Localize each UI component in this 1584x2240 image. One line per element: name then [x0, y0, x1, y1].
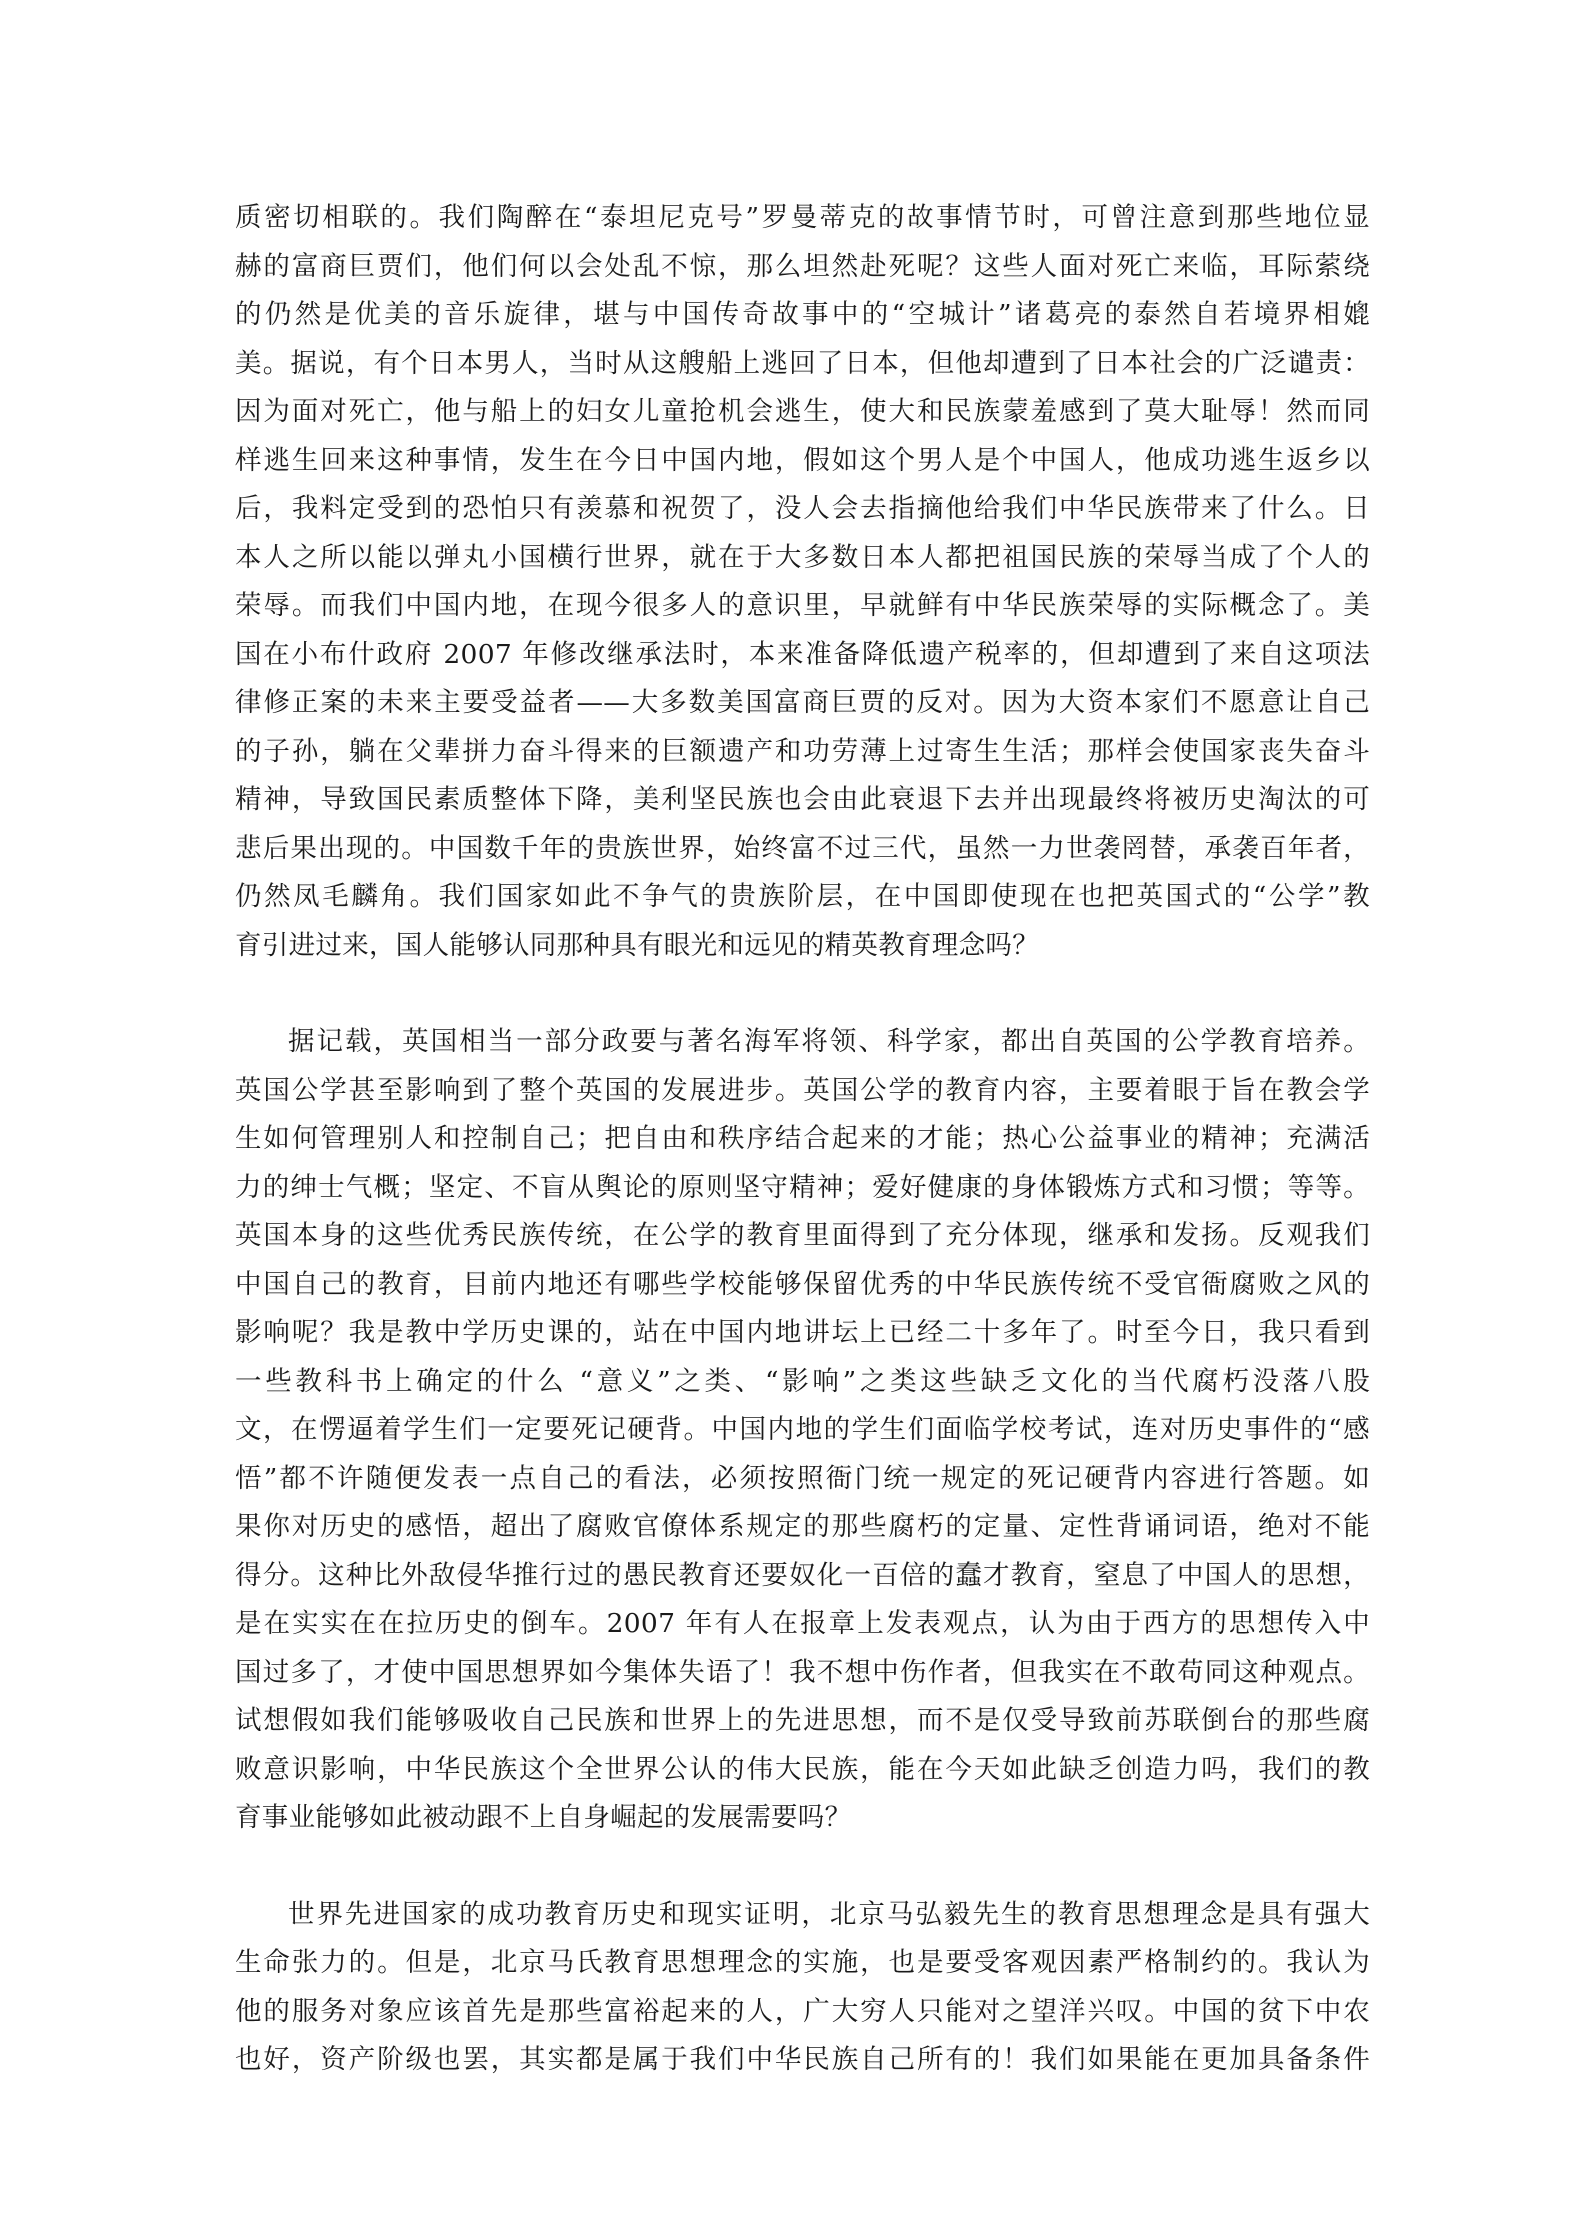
text-line: 一些教科书上确定的什么 “意义”之类、“影响”之类这些缺乏文化的当代腐朽没落八股 — [235, 1365, 1370, 1397]
paragraph-2 — [235, 1018, 1370, 1843]
text-line: 英国公学甚至影响到了整个英国的发展进步。英国公学的教育内容，主要着眼于旨在教会学 — [235, 1074, 1370, 1106]
text-line: 样逃生回来这种事情，发生在今日中国内地，假如这个男人是个中国人，他成功逃生返乡以 — [235, 444, 1370, 476]
paragraph-1 — [235, 194, 1370, 970]
text-line: 仍然凤毛麟角。我们国家如此不争气的贵族阶层，在中国即使现在也把英国式的“公学”教 — [235, 881, 1370, 912]
text-line: 的子孙，躺在父辈拼力奋斗得来的巨额遗产和功劳薄上过寄生生活；那样会使国家丧失奋斗 — [235, 735, 1370, 767]
text-line: 影响呢？我是教中学历史课的，站在中国内地讲坛上已经二十多年了。时至今日，我只看到 — [235, 1317, 1370, 1348]
text-line: 据记载，英国相当一部分政要与著名海军将领、科学家，都出自英国的公学教育培养。 — [288, 1026, 1370, 1057]
text-line: 文，在愣逼着学生们一定要死记硬背。中国内地的学生们面临学校考试，连对历史事件的“感 — [235, 1414, 1370, 1445]
text-line: 生命张力的。但是，北京马氏教育思想理念的实施，也是要受客观因素严格制约的。我认为 — [235, 1947, 1370, 1978]
text-line: 国过多了，才使中国思想界如今集体失语了！我不想中伤作者，但我实在不敢苟同这种观点。 — [235, 1656, 1370, 1688]
text-line: 因为面对死亡，他与船上的妇女儿童抢机会逃生，使大和民族蒙羞感到了莫大耻辱！然而同 — [235, 396, 1370, 427]
text-line: 赫的富商巨贾们，他们何以会处乱不惊，那么坦然赴死呢？这些人面对死亡来临，耳际萦绕 — [235, 250, 1370, 282]
text-line: 美。据说，有个日本男人，当时从这艘船上逃回了日本，但他却遭到了日本社会的广泛谴责： — [235, 347, 1370, 379]
text-line: 的仍然是优美的音乐旋律，堪与中国传奇故事中的“空城计”诸葛亮的泰然自若境界相媲 — [235, 299, 1370, 330]
text-line: 育引进过来，国人能够认同那种具有眼光和远见的精英教育理念吗？ — [235, 929, 1039, 961]
text-line: 生如何管理别人和控制自己；把自由和秩序结合起来的才能；热心公益事业的精神；充满活 — [235, 1123, 1370, 1154]
text-line: 荣辱。而我们中国内地，在现今很多人的意识里，早就鲜有中华民族荣辱的实际概念了。美 — [235, 590, 1370, 621]
document-body — [235, 194, 1370, 2085]
text-line: 力的绅士气概；坚定、不盲从舆论的原则坚守精神；爱好健康的身体锻炼方式和习惯；等等。 — [235, 1171, 1370, 1203]
text-line: 英国本身的这些优秀民族传统，在公学的教育里面得到了充分体现，继承和发扬。反观我们 — [235, 1220, 1370, 1251]
text-line: 本人之所以能以弹丸小国横行世界，就在于大多数日本人都把祖国民族的荣辱当成了个人的 — [235, 541, 1370, 573]
text-line: 也好，资产阶级也罢，其实都是属于我们中华民族自己所有的！我们如果能在更加具备条件 — [235, 2044, 1370, 2075]
text-line: 世界先进国家的成功教育历史和现实证明，北京马弘毅先生的教育思想理念是具有强大 — [288, 1898, 1370, 1930]
text-line: 中国自己的教育，目前内地还有哪些学校能够保留优秀的中华民族传统不受官衙腐败之风的 — [235, 1268, 1370, 1300]
text-line: 败意识影响，中华民族这个全世界公认的伟大民族，能在今天如此缺乏创造力吗，我们的教 — [235, 1753, 1370, 1785]
text-line: 国在小布什政府 2007 年修改继承法时，本来准备降低遗产税率的，但却遭到了来自这项法 — [235, 638, 1370, 670]
text-line: 悟”都不许随便发表一点自己的看法，必须按照衙门统一规定的死记硬背内容进行答题。如 — [235, 1462, 1370, 1494]
text-line: 悲后果出现的。中国数千年的贵族世界，始终富不过三代，虽然一力世袭罔替，承袭百年者， — [235, 832, 1370, 864]
text-line: 育事业能够如此被动跟不上自身崛起的发展需要吗？ — [235, 1802, 852, 1833]
text-line: 试想假如我们能够吸收自己民族和世界上的先进思想，而不是仅受导致前苏联倒台的那些腐 — [235, 1705, 1370, 1736]
paragraph-3 — [235, 1891, 1370, 2085]
text-line: 是在实实在在拉历史的倒车。2007 年有人在报章上发表观点，认为由于西方的思想传入中 — [235, 1608, 1370, 1639]
text-line: 质密切相联的。我们陶醉在“泰坦尼克号”罗曼蒂克的故事情节时，可曾注意到那些地位显 — [235, 202, 1370, 233]
text-line: 精神，导致国民素质整体下降，美利坚民族也会由此衰退下去并出现最终将被历史淘汰的可 — [235, 784, 1370, 815]
text-line: 律修正案的未来主要受益者——大多数美国富商巨贾的反对。因为大资本家们不愿意让自己 — [235, 687, 1370, 718]
text-line: 得分。这种比外敌侵华推行过的愚民教育还要奴化一百倍的蠢才教育，窒息了中国人的思想， — [235, 1559, 1370, 1591]
text-line: 后，我料定受到的恐怕只有羡慕和祝贺了，没人会去指摘他给我们中华民族带来了什么。日 — [235, 493, 1370, 524]
text-line: 他的服务对象应该首先是那些富裕起来的人，广大穷人只能对之望洋兴叹。中国的贫下中农 — [235, 1995, 1370, 2027]
text-line: 果你对历史的感悟，超出了腐败官僚体系规定的那些腐朽的定量、定性背诵词语，绝对不能 — [235, 1511, 1370, 1542]
